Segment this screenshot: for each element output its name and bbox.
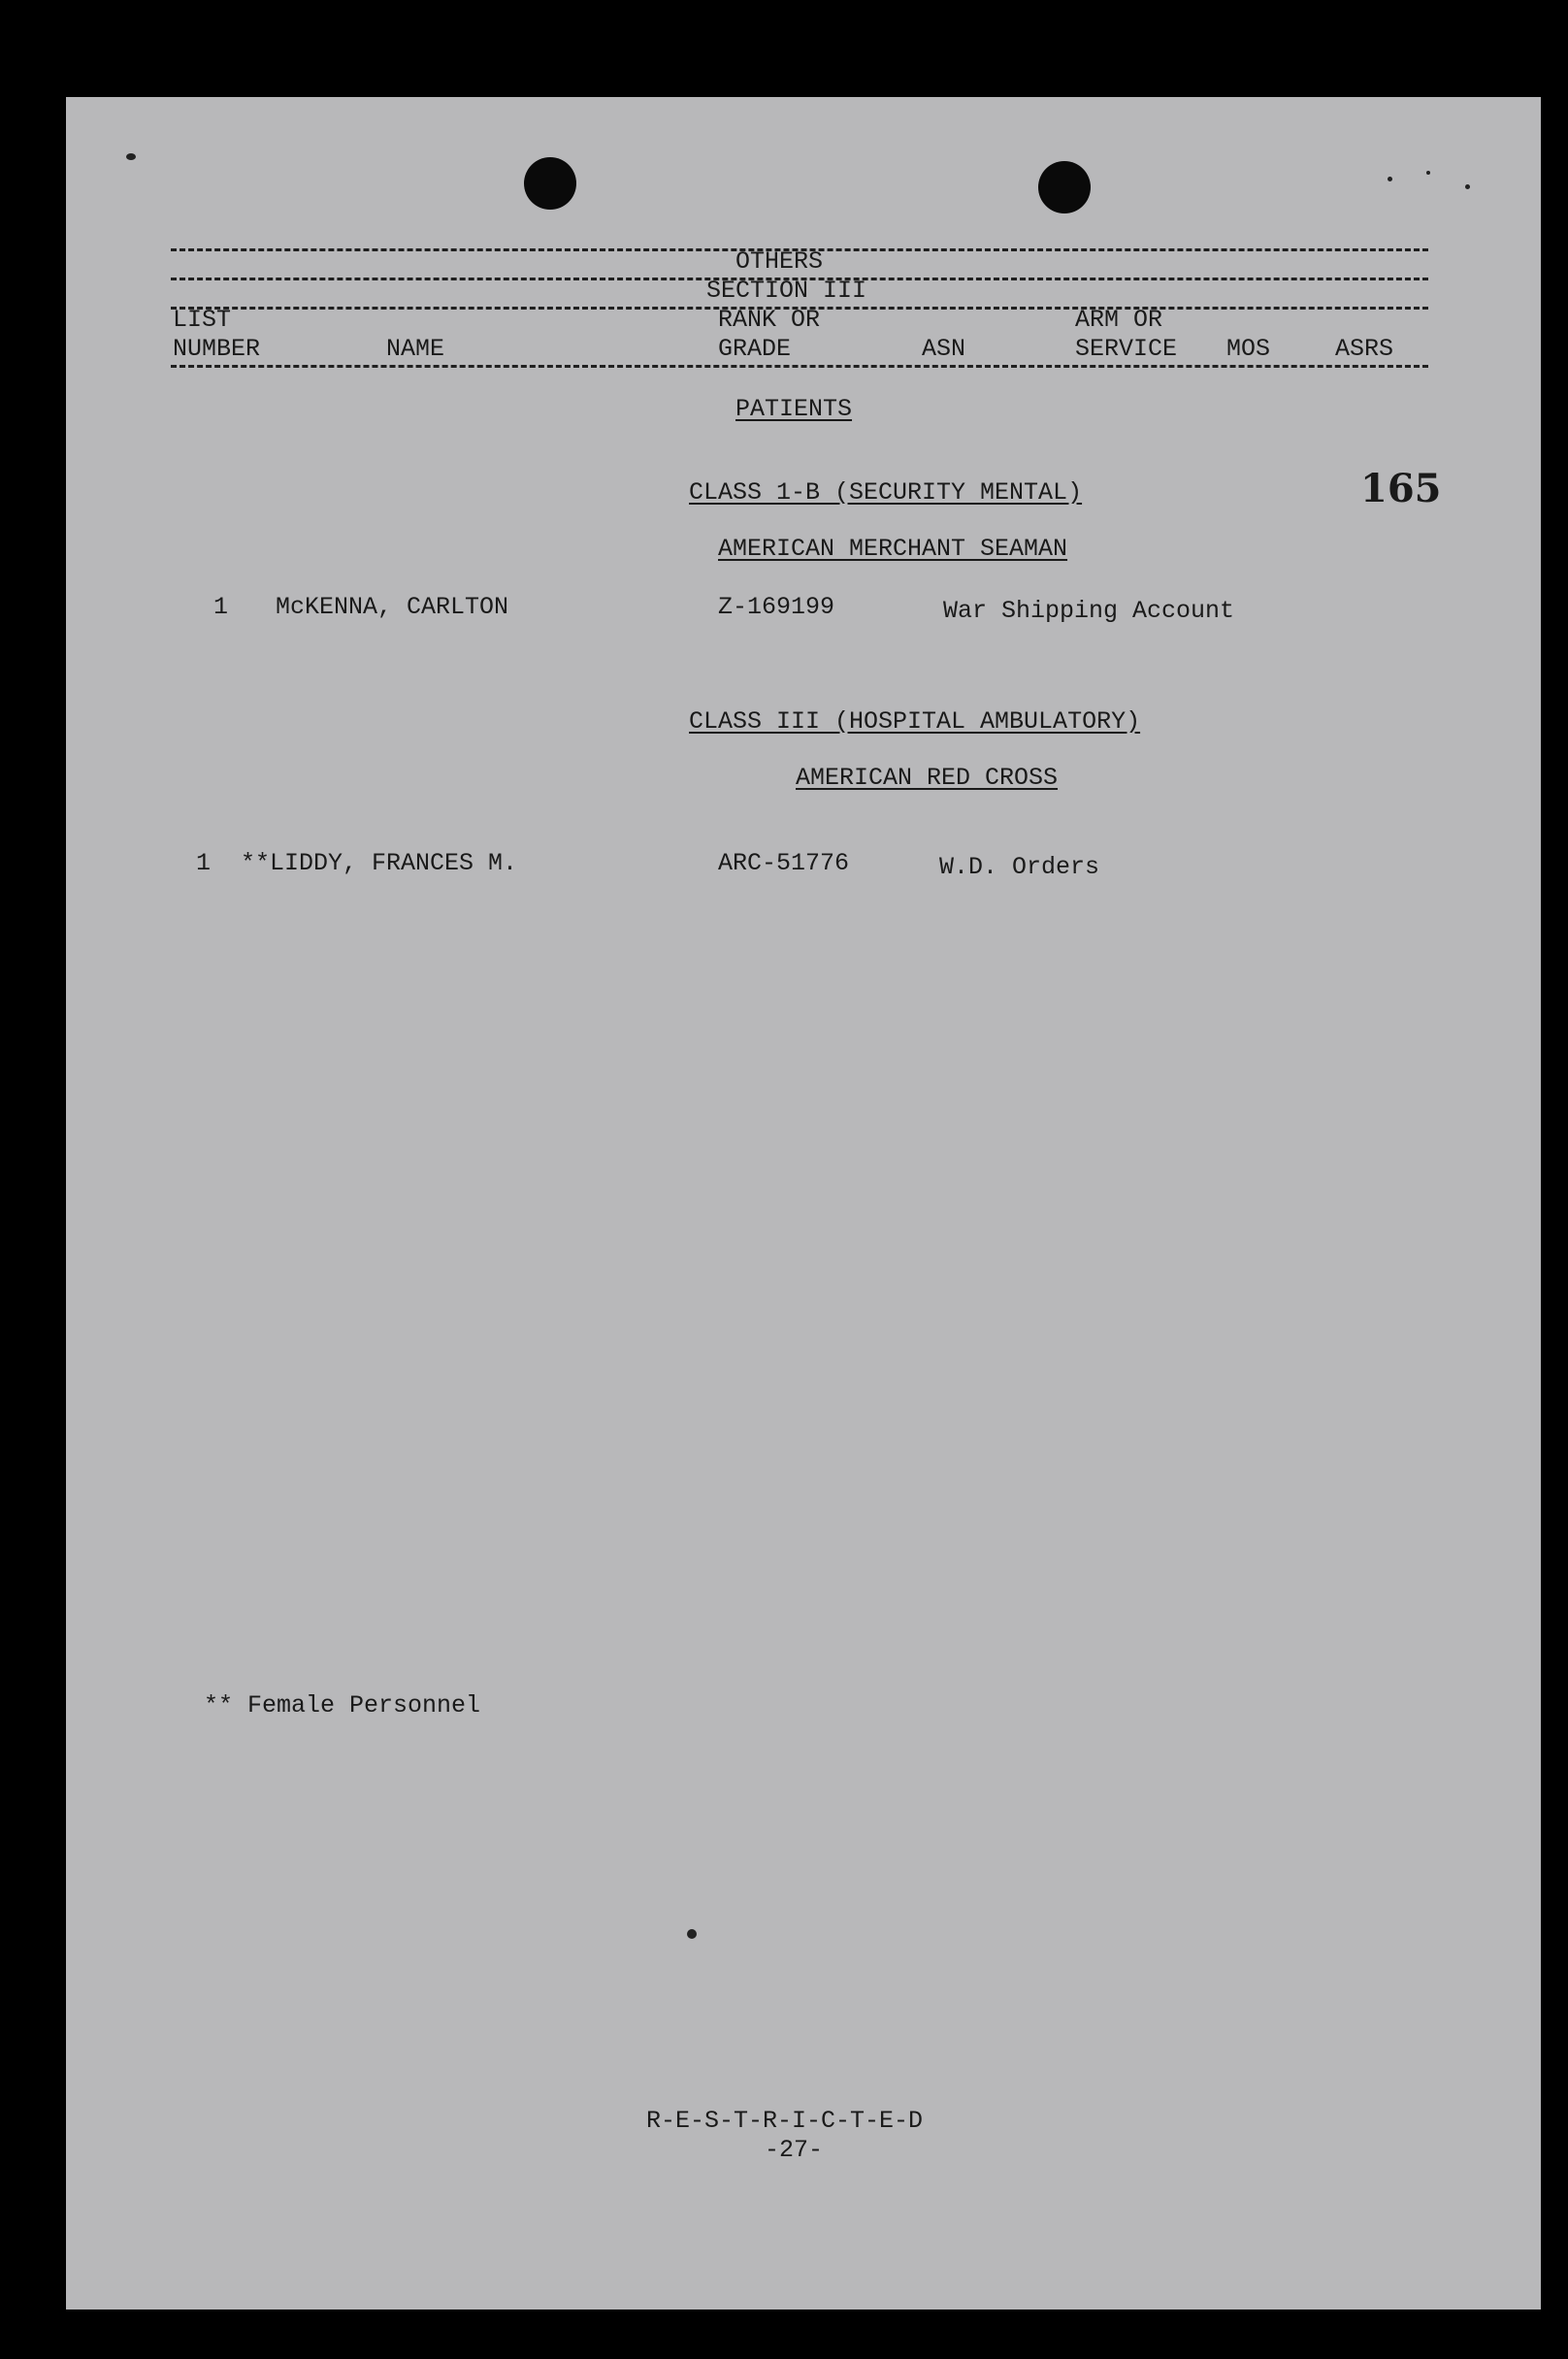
punch-hole-left	[524, 157, 576, 210]
column-rank-bottom: GRADE	[718, 335, 792, 363]
speck	[126, 153, 136, 160]
subgroup-heading: AMERICAN RED CROSS	[796, 764, 1059, 792]
speck	[1388, 177, 1392, 181]
entry-number: 1	[196, 849, 212, 877]
subgroup-heading: AMERICAN MERCHANT SEAMAN	[718, 535, 1068, 563]
header-rule-bottom	[171, 365, 1428, 368]
speck	[687, 1929, 697, 1939]
entry-number: 1	[213, 593, 229, 621]
column-rank-top: RANK OR	[718, 306, 821, 334]
entry-service: War Shipping Account	[943, 597, 1235, 625]
page-number-stamp: 165	[1360, 466, 1442, 511]
header-section: SECTION III	[706, 277, 867, 305]
document-page	[66, 97, 1541, 2310]
column-arm-top: ARM OR	[1075, 306, 1163, 334]
column-asrs: ASRS	[1335, 335, 1394, 363]
class-heading: CLASS 1-B (SECURITY MENTAL)	[689, 478, 1083, 507]
entry-service: W.D. Orders	[939, 853, 1100, 881]
page-footer-number: -27-	[765, 2136, 824, 2164]
speck	[1426, 171, 1430, 175]
category-heading: PATIENTS	[735, 395, 853, 423]
classification-marking: R-E-S-T-R-I-C-T-E-D	[646, 2107, 924, 2135]
column-list-bottom: NUMBER	[173, 335, 261, 363]
column-list-top: LIST	[173, 306, 232, 334]
punch-hole-right	[1038, 161, 1091, 213]
column-arm-bottom: SERVICE	[1075, 335, 1178, 363]
footnote: ** Female Personnel	[204, 1691, 481, 1720]
entry-asn: Z-169199	[718, 593, 835, 621]
entry-name: **LIDDY, FRANCES M.	[241, 849, 518, 877]
entry-asn: ARC-51776	[718, 849, 850, 877]
column-mos: MOS	[1226, 335, 1271, 363]
header-title: OTHERS	[735, 247, 824, 276]
column-name: NAME	[386, 335, 445, 363]
speck	[1465, 184, 1470, 189]
column-asn: ASN	[922, 335, 966, 363]
class-heading: CLASS III (HOSPITAL AMBULATORY)	[689, 707, 1141, 736]
entry-name: McKENNA, CARLTON	[276, 593, 509, 621]
